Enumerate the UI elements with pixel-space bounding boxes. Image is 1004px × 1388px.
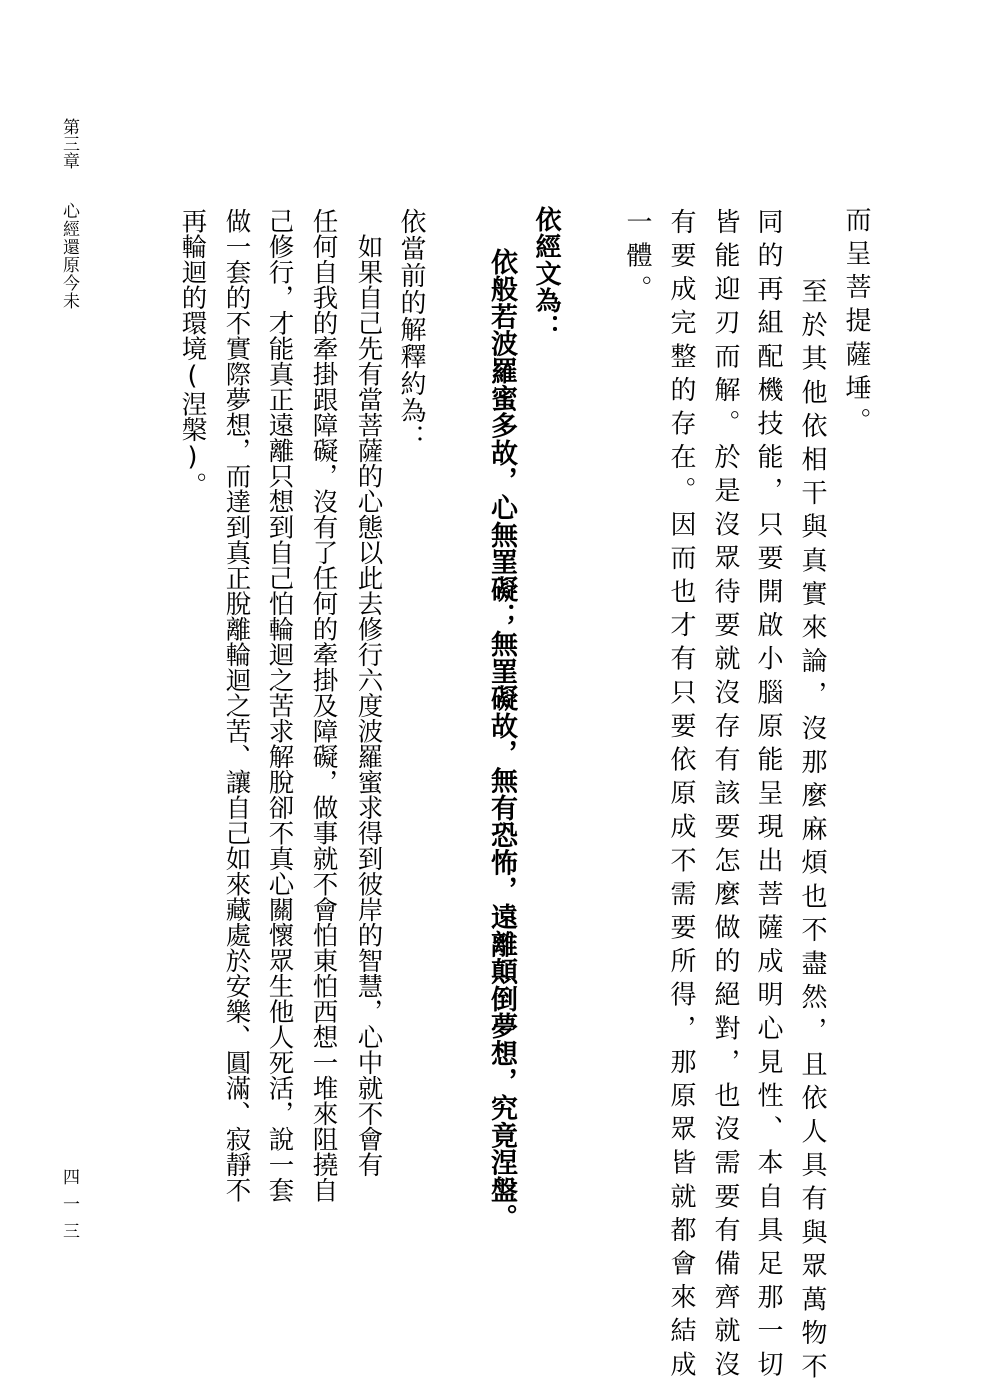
section-2-intro: 依當前的解釋約為： [396, 208, 426, 451]
page-number: 四一三 [59, 1168, 79, 1249]
section-1-line-6: 一體。 [622, 208, 652, 309]
sutra-quote: 依般若波羅蜜多故，心無罣礙；無罣礙故，無有恐怖，遠離顛倒夢想，究竟涅盤。 [486, 248, 517, 1231]
section-1-line-3: 同的再組配機技能，只要開啟小腦原能呈現出菩薩成明心見性、本自具足那一切 [753, 208, 783, 1384]
section-1-line-5: 有要成完整的存在。因而也才有只要依原成不需要所得，那原眾皆就都會來結成 [666, 208, 696, 1384]
sutra-heading: 依經文為： [531, 206, 561, 341]
section-2-line-1: 如果自己先有當菩薩的心態以此去修行六度波羅蜜求得到彼岸的智慧，心中就不會有 [353, 208, 384, 1177]
section-2-line-5: 再輪迴的環境(涅槃)。 [177, 208, 208, 498]
section-2-line-4: 做一套的不實際夢想，而達到真正脫離輪迴之苦、讓自己如來藏處於安樂、圓滿、寂靜不 [221, 208, 252, 1203]
running-header-title: 心經還原今未 [59, 202, 79, 310]
section-1-line-4: 皆能迎刃而解。於是沒眾待要就沒存有該要怎麼做的絕對，也沒需要有備齊就沒 [710, 208, 740, 1384]
section-2-line-2: 任何自我的牽掛跟障礙，沒有了任何的牽掛及障礙，做事就不會怕東怕西想一堆來阻撓自 [308, 208, 339, 1203]
section-1-line-1: 而呈菩提薩埵。 [841, 206, 871, 442]
running-header-chapter: 第三章 [59, 118, 79, 169]
section-1-line-2: 至於其他依相干與真實來論，沒那麼麻煩也不盡然，且依人具有與眾萬物不 [797, 244, 827, 1387]
section-2-line-3: 己修行，才能真正遠離只想到自己怕輪迴之苦求解脫卻不真心關懷眾生他人死活，說一套 [264, 208, 295, 1203]
